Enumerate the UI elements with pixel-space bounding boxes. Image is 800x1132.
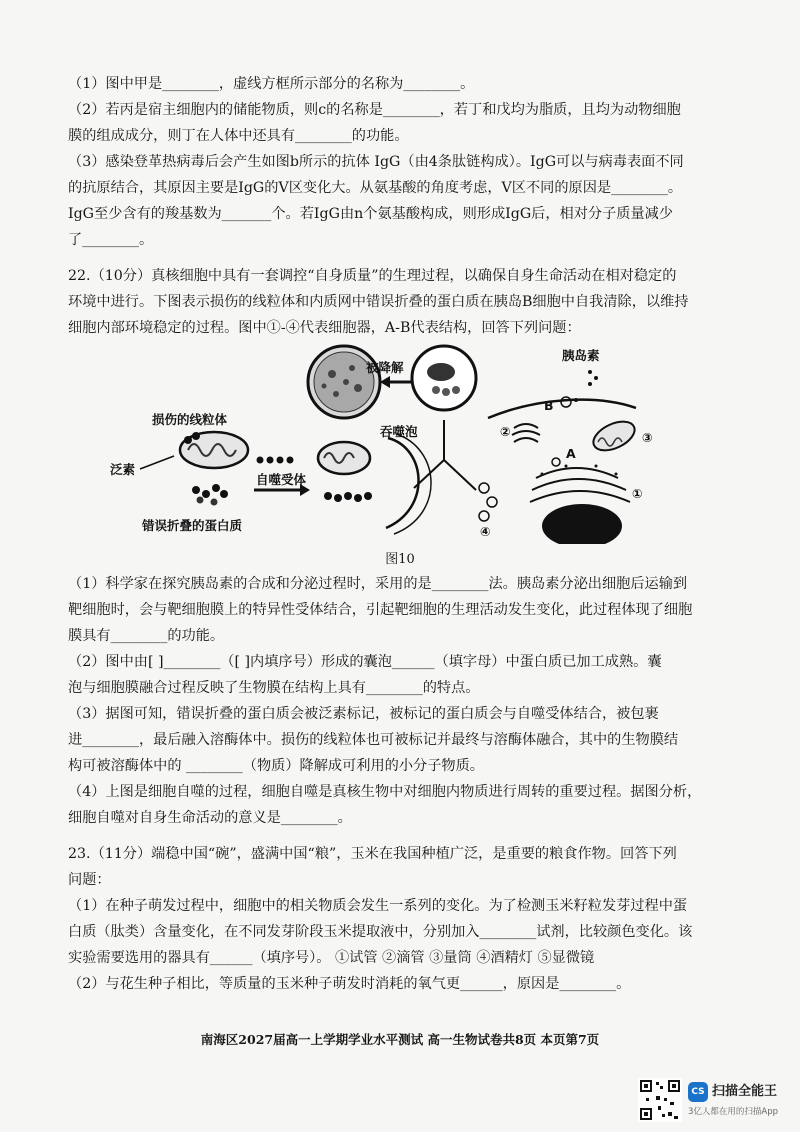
q23-1: （1）在种子萌发过程中，细胞中的相关物质会发生一系列的变化。为了检测玉米籽粒发芽过程中蛋	[68, 898, 688, 914]
figure-caption: 图10	[385, 552, 415, 567]
q21-3: （3）感染登革热病毒后会产生如图b所示的抗体 IgG（由4条肽链构成）。IgG可以与病毒表面不同	[68, 154, 684, 170]
q22-stem-2: 环境中进行。下图表示损伤的线粒体和内质网中错误折叠的蛋白质在胰岛B细胞中自我清除，以维持	[68, 294, 689, 310]
label-phagophore: 吞噬泡	[380, 424, 418, 439]
q22-stem-3: 细胞内部环境稳定的过程。图中①-④代表细胞器，A-B代表结构，回答下列问题：	[68, 320, 581, 336]
q22-1-cont-2: 膜具有________的功能。	[68, 628, 225, 644]
label-structure-a: A	[566, 446, 576, 461]
misfolded-protein-cluster	[192, 484, 228, 506]
q21-1: （1）图中甲是________，虚线方框所示部分的名称为________。	[68, 76, 475, 92]
figure-10-diagram	[96, 338, 706, 544]
label-damaged-mitochondria: 损伤的线粒体	[152, 412, 228, 427]
q22-3: （3）据图可知，错误折叠的蛋白质会被泛素标记，被标记的蛋白质会与自噬受体结合，被包裹	[68, 706, 659, 722]
q22-3-cont-2: 构可被溶酶体中的 ________（物质）降解成可利用的小分子物质。	[68, 758, 484, 774]
q23-stem-2: 问题：	[68, 872, 111, 888]
vesicle-b	[561, 397, 578, 407]
q22-stem-1: 22.（10分）真核细胞中具有一套调控“自身质量”的生理过程，以确保自身生命活动在相对稳定的	[68, 268, 677, 284]
label-misfolded-protein: 错误折叠的蛋白质	[142, 518, 243, 533]
q23-2: （2）与花生种子相比，等质量的玉米种子萌发时消耗的氧气更______，原因是________。	[68, 976, 631, 992]
q21-3-cont-2: IgG至少含有的羧基数为_______个。若IgG由n个氨基酸构成，则形成IgG后，相对分子质量减少	[68, 206, 674, 222]
camscanner-tagline: 3亿人都在用的扫描App	[688, 1107, 779, 1117]
label-organelle-4: ④	[480, 524, 491, 539]
q21-2: （2）若丙是宿主细胞内的储能物质，则c的名称是________，若丁和戊均为脂质，且均为动物细胞	[68, 102, 681, 118]
q23-1-cont-1: 白质（肽类）含量变化，在不同发芽阶段玉米提取液中，分别加入________试剂，比较颜色变化。该	[68, 924, 693, 940]
vesicle-a	[552, 458, 560, 466]
q22-4: （4）上图是细胞自噬的过程，细胞自噬是真核生物中对细胞内物质进行周转的重要过程。据图分析，	[68, 784, 702, 800]
q21-3-cont-1: 的抗原结合，其原因主要是IgG的V区变化大。从氨基酸的角度考虑，V区不同的原因是________。	[68, 180, 683, 196]
phagophore	[386, 438, 419, 528]
label-autophagy-receptor: 自噬受体	[256, 472, 307, 487]
label-degraded: 被降解	[366, 360, 404, 375]
q22-1-cont-1: 靶细胞时，会与靶细胞膜上的特异性受体结合，引起靶细胞的生理活动发生变化，此过程体现了细胞	[68, 602, 693, 618]
golgi-apparatus	[512, 424, 540, 442]
label-structure-b: B	[544, 398, 554, 413]
scanner-watermark	[638, 1078, 788, 1124]
q23-stem-1: 23.（11分）端稳中国“碗”，盛满中国“粮”，玉米在我国种植广泛，是重要的粮食作物。回答下列	[68, 846, 677, 862]
qr-code-icon	[638, 1078, 682, 1122]
camscanner-logo: CS	[688, 1082, 708, 1102]
label-insulin: 胰岛素	[562, 348, 600, 363]
insulin-granules	[588, 370, 598, 386]
ubiquitin-pointer	[140, 456, 174, 469]
page-footer: 南海区2027届高一上学期学业水平测试 高一生物试卷共8页 本页第7页	[200, 1032, 600, 1047]
camscanner-name: 扫描全能王	[712, 1084, 778, 1099]
label-organelle-3: ③	[642, 430, 653, 445]
marked-protein-chain	[324, 492, 372, 502]
marked-mitochondrion	[318, 442, 370, 474]
q23-1-cont-2: 实验需要选用的器具有______（填序号）。 ①试管 ②滴管 ③量筒 ④酒精灯 ⑤显微镜	[68, 950, 595, 966]
degraded-lysosome	[308, 346, 380, 418]
q22-3-cont-1: 进________，最后融入溶酶体中。损伤的线粒体也可被标记并最终与溶酶体融合，其中的生物膜结	[68, 732, 679, 748]
q22-2: （2）图中由[ ]________（[ ]内填序号）形成的囊泡______（填字母）中蛋白质已加工成熟。囊	[68, 654, 662, 670]
small-vesicles	[479, 483, 497, 521]
q22-2-cont: 泡与细胞膜融合过程反映了生物膜在结构上具有________的特点。	[68, 680, 480, 696]
label-organelle-1: ①	[632, 486, 643, 501]
label-organelle-2: ②	[500, 424, 511, 439]
q21-3-cont-3: 了________。	[68, 232, 154, 248]
q22-1: （1）科学家在探究胰岛素的合成和分泌过程时，采用的是________法。胰岛素分泌出细胞后运输到	[68, 576, 688, 592]
q21-2-cont: 膜的组成成分，则丁在人体中还具有________的功能。	[68, 128, 409, 144]
degraded-arrow	[380, 376, 414, 388]
nucleus	[542, 504, 622, 544]
cell-membrane	[488, 400, 636, 418]
endoplasmic-reticulum	[530, 465, 630, 503]
mitochondrion-3	[589, 416, 639, 456]
label-ubiquitin: 泛素	[110, 462, 136, 477]
damaged-mitochondrion	[180, 432, 248, 468]
autophagy-receptor-dots	[257, 457, 294, 464]
q22-4-cont: 细胞自噬对自身生命活动的意义是________。	[68, 810, 352, 826]
autolysosome	[412, 346, 476, 410]
